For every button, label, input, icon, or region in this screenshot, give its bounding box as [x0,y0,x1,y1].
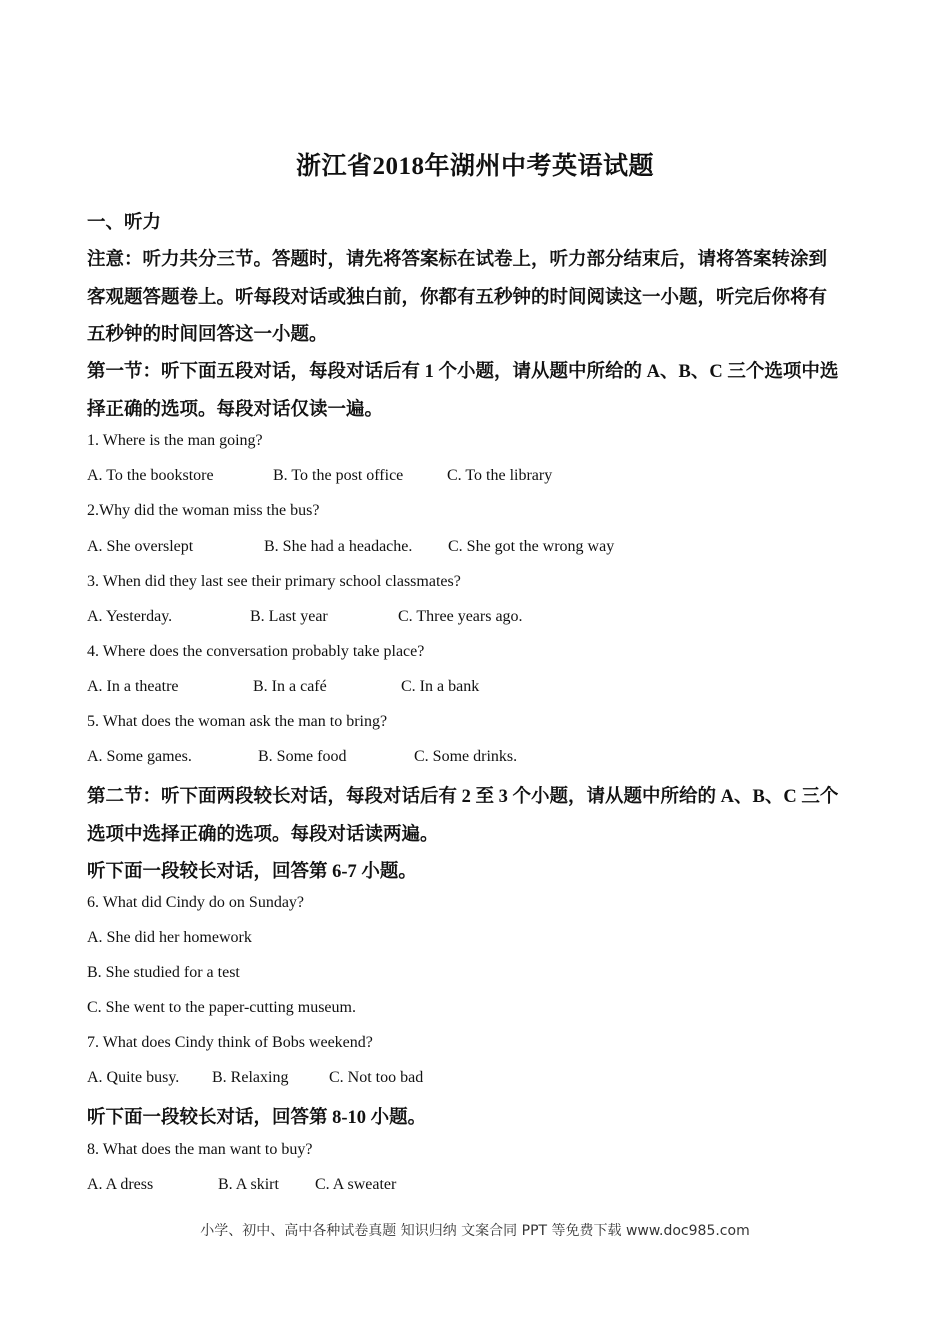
question-8-options [87,1176,396,1194]
page-footer: 小学、初中、高中各种试卷真题 知识归纳 文案合同 PPT 等免费下载 www.doc985.com [200,1223,750,1239]
question-3-stem: 3. When did they last see their primary school classmates? [87,573,461,590]
option-a: A. Yesterday. [87,608,173,625]
option-c: C. Some drinks. [414,748,518,765]
option-b: B. Some food [258,748,347,765]
question-4-options [87,678,479,696]
question-8-stem: 8. What does the man want to buy? [87,1141,313,1158]
question-3-options [87,608,523,626]
page-title: 浙江省2018年湖州中考英语试题 [295,153,654,180]
question-5-stem: 5. What does the woman ask the man to bring? [87,713,388,730]
question-1-stem: 1. Where is the man going? [87,432,263,449]
option-c: C. In a bank [401,678,480,695]
question-1-options [87,467,552,485]
option-b: B. To the post office [273,467,404,484]
option-a: A. In a theatre [87,678,179,695]
part1-instruction-line-1: 第一节：听下面五段对话，每段对话后有 1 个小题，请从题中所给的 A、B、C 三个选项中选 [87,362,839,382]
part2-instruction-line-1: 第二节：听下面两段较长对话，每段对话后有 2 至 3 个小题，请从题中所给的 A、B、C 三个 [87,787,839,807]
question-2-stem: 2.Why did the woman miss the bus? [87,502,320,519]
option-b: B. Last year [250,608,328,625]
question-4-stem: 4. Where does the conversation probably take place? [87,643,425,660]
dialogue-2-heading: 听下面一段较长对话，回答第 8-10 小题。 [87,1108,427,1128]
question-6-option-c: C. She went to the paper-cutting museum. [87,999,356,1016]
option-b: B. She had a headache. [264,538,413,555]
question-6-stem: 6. What did Cindy do on Sunday? [87,894,305,911]
dialogue-1-heading: 听下面一段较长对话，回答第 6-7 小题。 [87,862,417,882]
part2-instruction-line-2: 选项中选择正确的选项。每段对话读两遍。 [87,825,439,845]
question-2-options [87,538,614,556]
option-a: A. To the bookstore [87,467,214,484]
question-6-option-b: B. She studied for a test [87,964,240,981]
part1-instruction-line-2: 择正确的选项。每段对话仅读一遍。 [87,400,384,420]
option-c: C. She got the wrong way [448,538,615,555]
option-c: C. A sweater [315,1176,397,1193]
notice-line-3: 五秒钟的时间回答这一小题。 [87,325,328,345]
option-b: B. Relaxing [212,1069,289,1086]
option-a: A. Some games. [87,748,192,765]
option-a: A. A dress [87,1176,154,1193]
question-5-options [87,748,517,766]
question-7-stem: 7. What does Cindy think of Bobs weekend? [87,1034,373,1051]
option-a: A. Quite busy. [87,1069,180,1086]
question-6-option-a: A. She did her homework [87,929,252,946]
option-c: C. Not too bad [329,1069,424,1086]
option-b: B. A skirt [218,1176,279,1193]
option-c: C. Three years ago. [398,608,523,625]
section-heading: 一、听力 [87,213,162,233]
notice-line-1: 注意：听力共分三节。答题时，请先将答案标在试卷上，听力部分结束后，请将答案转涂到 [87,250,828,270]
notice-line-2: 客观题答题卷上。听每段对话或独白前，你都有五秒钟的时间阅读这一小题，听完后你将有 [87,288,828,308]
option-a: A. She overslept [87,538,194,555]
question-7-options [87,1069,423,1087]
option-b: B. In a café [253,678,327,695]
option-c: C. To the library [447,467,553,484]
